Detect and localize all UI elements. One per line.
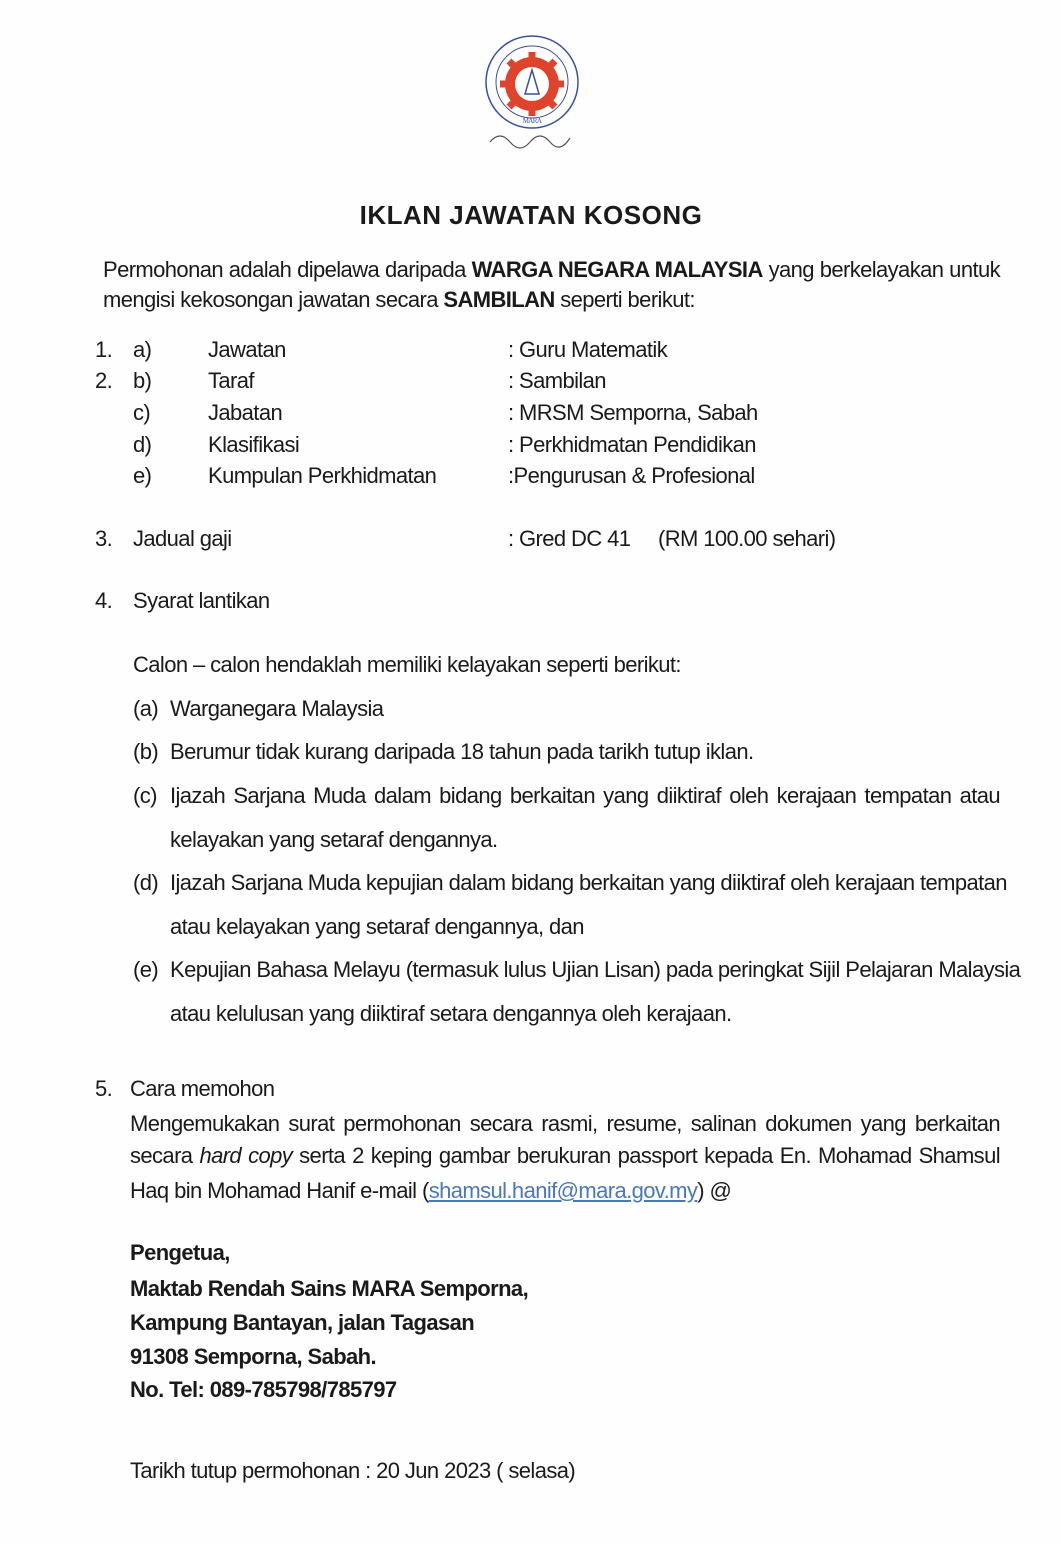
requirement-key: (a) bbox=[133, 696, 159, 721]
item-label: Jawatan bbox=[208, 337, 286, 362]
requirement-text: atau kelulusan yang diiktiraf setara dengannya oleh kerajaan. bbox=[170, 1001, 732, 1026]
intro-text: Permohonan adalah dipelawa daripada bbox=[103, 257, 472, 282]
intro-bold: SAMBILAN bbox=[443, 287, 555, 312]
address-line: Pengetua, bbox=[130, 1240, 230, 1265]
item-number: 5. bbox=[95, 1076, 113, 1101]
intro-line-2 bbox=[103, 287, 695, 313]
item-label: Jabatan bbox=[208, 400, 283, 425]
mara-logo bbox=[478, 30, 586, 160]
item-label: Jadual gaji bbox=[133, 526, 232, 551]
salary-note: (RM 100.00 sehari) bbox=[658, 526, 836, 551]
requirement-text: Ijazah Sarjana Muda kepujian dalam bidang berkaitan yang diiktiraf oleh kerajaan tempatan bbox=[170, 870, 1007, 895]
item-number: 2. bbox=[95, 368, 113, 393]
item-number: 3. bbox=[95, 526, 113, 551]
item-letter: a) bbox=[133, 337, 152, 362]
apply-text-part: serta 2 keping gambar berukuran passport kepada En. Mohamad Shamsul bbox=[292, 1143, 1000, 1168]
item-number: 4. bbox=[95, 588, 113, 613]
item-letter: d) bbox=[133, 432, 152, 457]
section-heading: Syarat lantikan bbox=[133, 588, 270, 613]
item-number: 1. bbox=[95, 337, 113, 362]
requirement-text: kelayakan yang setaraf dengannya. bbox=[170, 827, 498, 852]
requirement-text: Berumur tidak kurang daripada 18 tahun pada tarikh tutup iklan. bbox=[170, 739, 754, 764]
email-link[interactable]: shamsul.hanif@mara.gov.my bbox=[428, 1178, 698, 1203]
requirements-intro: Calon – calon hendaklah memiliki kelayakan seperti berikut: bbox=[133, 652, 681, 677]
intro-bold: WARGA NEGARA MALAYSIA bbox=[471, 257, 763, 282]
item-value: :Pengurusan & Profesional bbox=[508, 463, 755, 488]
item-letter: b) bbox=[133, 368, 152, 393]
requirement-text: atau kelayakan yang setaraf dengannya, dan bbox=[170, 914, 584, 939]
requirement-text: Kepujian Bahasa Melayu (termasuk lulus Ujian Lisan) pada peringkat Sijil Pelajaran Malaysia bbox=[170, 957, 1021, 982]
address-line: Maktab Rendah Sains MARA Semporna, bbox=[130, 1276, 529, 1301]
item-label: Kumpulan Perkhidmatan bbox=[208, 463, 437, 488]
item-letter: e) bbox=[133, 463, 152, 488]
requirement-text: Warganegara Malaysia bbox=[170, 696, 384, 721]
requirement-text: Ijazah Sarjana Muda dalam bidang berkaitan yang diiktiraf oleh kerajaan tempatan atau bbox=[170, 783, 1000, 808]
intro-text: yang berkelayakan untuk bbox=[762, 257, 1000, 282]
svg-text:MARA: MARA bbox=[522, 117, 542, 125]
item-label: Klasifikasi bbox=[208, 432, 300, 457]
intro-text: mengisi kekosongan jawatan secara bbox=[103, 287, 444, 312]
intro-text: seperti berikut: bbox=[554, 287, 695, 312]
apply-italic: hard copy bbox=[199, 1143, 293, 1168]
intro-line-1 bbox=[103, 257, 1000, 283]
address-line: Kampung Bantayan, jalan Tagasan bbox=[130, 1310, 475, 1335]
document-title: IKLAN JAWATAN KOSONG bbox=[359, 200, 703, 230]
item-value: : Sambilan bbox=[508, 368, 606, 393]
requirement-key: (d) bbox=[133, 870, 159, 895]
item-value: : Gred DC 41 bbox=[508, 526, 631, 551]
closing-date: Tarikh tutup permohonan : 20 Jun 2023 ( selasa) bbox=[130, 1458, 576, 1483]
apply-text-part: ) @ bbox=[697, 1178, 732, 1203]
requirement-key: (b) bbox=[133, 739, 159, 764]
apply-text bbox=[130, 1143, 1000, 1169]
item-label: Taraf bbox=[208, 368, 254, 393]
section-heading: Cara memohon bbox=[130, 1076, 275, 1101]
apply-text bbox=[130, 1178, 731, 1204]
apply-text-part: secara bbox=[130, 1143, 200, 1168]
item-value: : Guru Matematik bbox=[508, 337, 668, 362]
item-letter: c) bbox=[133, 400, 151, 425]
requirement-key: (c) bbox=[133, 783, 157, 808]
requirement-key: (e) bbox=[133, 957, 159, 982]
apply-text-part: Haq bin Mohamad Hanif e-mail ( bbox=[130, 1178, 429, 1203]
address-line: 91308 Semporna, Sabah. bbox=[130, 1344, 377, 1369]
address-line: No. Tel: 089-785798/785797 bbox=[130, 1377, 397, 1402]
item-value: : Perkhidmatan Pendidikan bbox=[508, 432, 756, 457]
item-value: : MRSM Semporna, Sabah bbox=[508, 400, 758, 425]
apply-text: Mengemukakan surat permohonan secara rasmi, resume, salinan dokumen yang berkaitan bbox=[130, 1111, 1000, 1136]
